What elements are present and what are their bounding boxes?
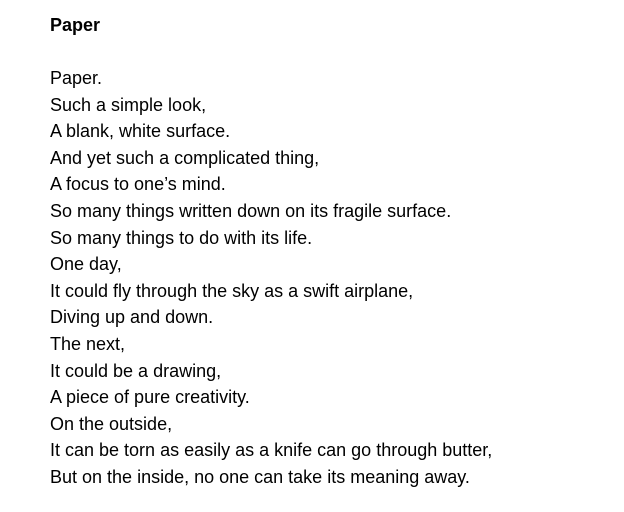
poem-line: The next, <box>50 333 126 354</box>
poem-line: Diving up and down. <box>50 307 214 328</box>
poem-line: But on the inside, no one can take its meaning away. <box>50 466 470 487</box>
poem-line: So many things written down on its fragile surface. <box>50 200 452 221</box>
poem-line: It could be a drawing, <box>50 360 222 381</box>
poem-line: On the outside, <box>50 413 173 434</box>
poem-line: Such a simple look, <box>50 94 207 115</box>
poem-line: Paper. <box>50 68 103 88</box>
poem-line: A piece of pure creativity. <box>50 387 250 408</box>
poem-line: One day, <box>50 254 122 275</box>
poem-title: Paper <box>50 15 101 35</box>
poem-line: It could fly through the sky as a swift airplane, <box>50 280 414 301</box>
poem-line: So many things to do with its life. <box>50 227 313 248</box>
poem-line: A focus to one’s mind. <box>50 174 226 195</box>
document-page <box>50 13 610 491</box>
poem-body <box>50 65 610 491</box>
poem-line: And yet such a complicated thing, <box>50 147 320 168</box>
poem-line: It can be torn as easily as a knife can go through butter, <box>50 440 493 461</box>
poem-line: A blank, white surface. <box>50 121 231 142</box>
